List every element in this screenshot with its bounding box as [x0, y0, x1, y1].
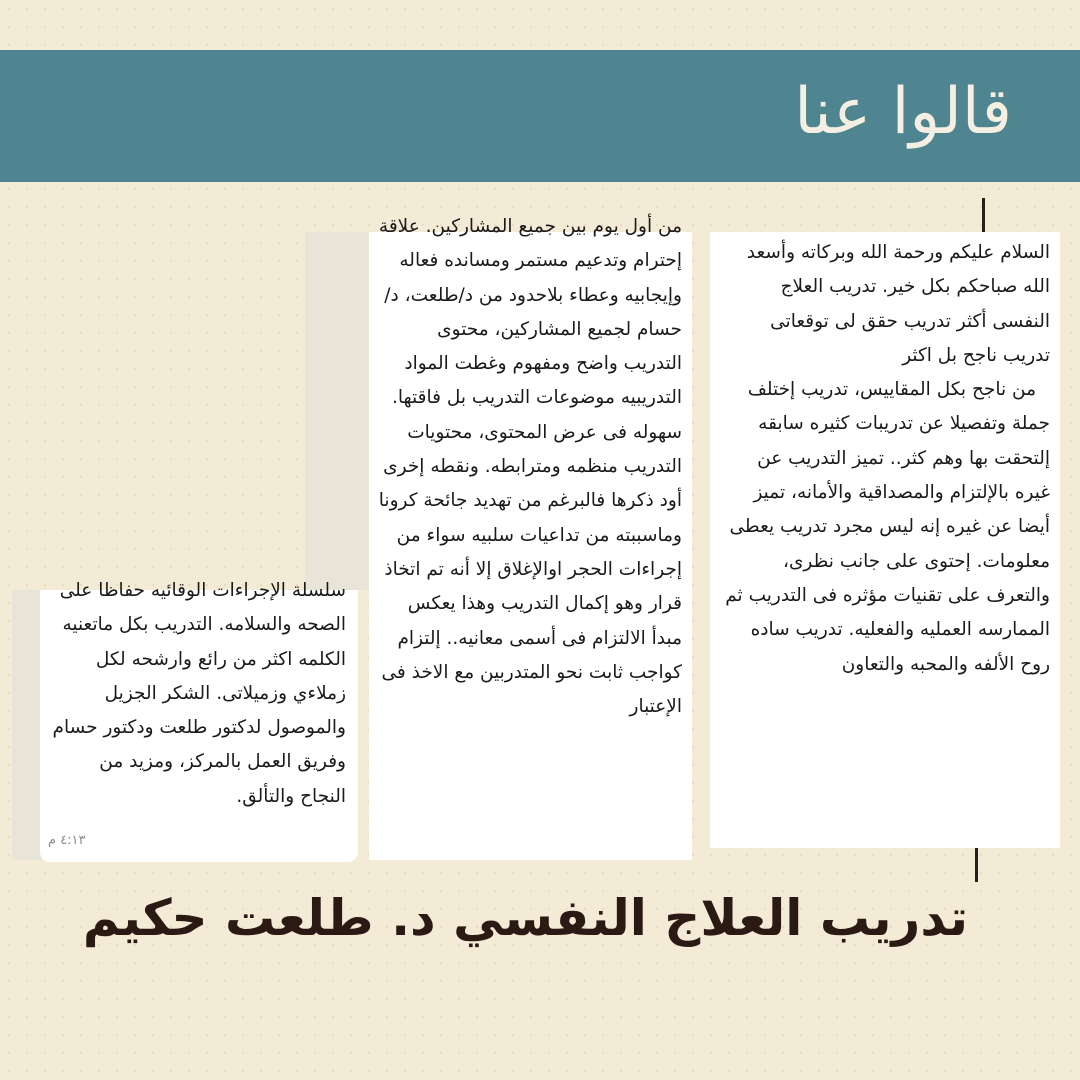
message-paragraph: سلسلة الإجراءات الوقائيه حفاظا على الصحه والسلامه. التدريب بكل ماتعنيه الكلمه اكثر من رائع وارشحه لكل زملاءي وزميلاتى. الشكر الجزيل والموصول لدكتور طلعت ودكتور حسام وفريق العمل بالمركز، ومزيد من النجاح والتألق. — [52, 580, 346, 807]
testimonial-message-middle — [369, 216, 692, 860]
message-timestamp: ٤:١٣ م — [48, 832, 86, 848]
testimonial-message-left — [40, 580, 358, 862]
header-banner — [0, 50, 1080, 182]
divider-line-bottom — [975, 846, 978, 882]
page-title: قالوا عنا — [794, 75, 1012, 149]
message-paragraph: من ناجح بكل المقاييس، تدريب إختلف جملة وتفصيلا عن تدريبات كثيره سابقه إلتحقت بها وهم كثر.. تميز التدريب عن غيره بالإلتزام والمصداقية والأمانه، تميز أيضا عن غيره إنه ليس مجرد تدريب يعطى معلومات. إحتوى على جانب نظرى، والتعرف على تقنيات مؤثره فى التدريب ثم الممارسه العمليه والفعليه. تدريب ساده روح الألفه والمحبه والتعاون — [725, 379, 1050, 675]
testimonial-message-right — [710, 232, 1060, 848]
divider-line-top — [982, 198, 985, 234]
chat-background — [12, 590, 42, 860]
message-paragraph: السلام عليكم ورحمة الله وبركاته وأسعد الله صباحكم بكل خير. تدريب العلاج النفسى أكثر تدريب حقق لى توقعاتى تدريب ناجح بل اكثر — [746, 242, 1050, 366]
training-caption: تدريب العلاج النفسي د. طلعت حكيم — [82, 889, 968, 947]
message-paragraph: من أول يوم بين جميع المشاركين. علاقة إحترام وتدعيم مستمر ومسانده فعاله وإيجابيه وعطاء بلاحدود من د/طلعت، د/حسام لجميع المشاركين، محتوى التدريب واضح ومفهوم وغطت المواد التدريبيه موضوعات التدريب بل فاقتها. سهوله فى عرض المحتوى، محتويات التدريب منظمه ومترابطه. ونقطه إخرى أود ذكرها فالبرغم من تهديد جائحة كرونا وماسببته من تداعيات سلبيه سواء من إجراءات الحجر اوالإغلاق إلا أنه تم اتخاذ قرار وهو إكمال التدريب وهذا يعكس مبدأ الالتزام فى أسمى معانيه.. إلتزام كواجب ثابت نحو المتدربين مع الاخذ فى الإعتبار — [378, 216, 682, 718]
chat-background — [305, 232, 373, 590]
